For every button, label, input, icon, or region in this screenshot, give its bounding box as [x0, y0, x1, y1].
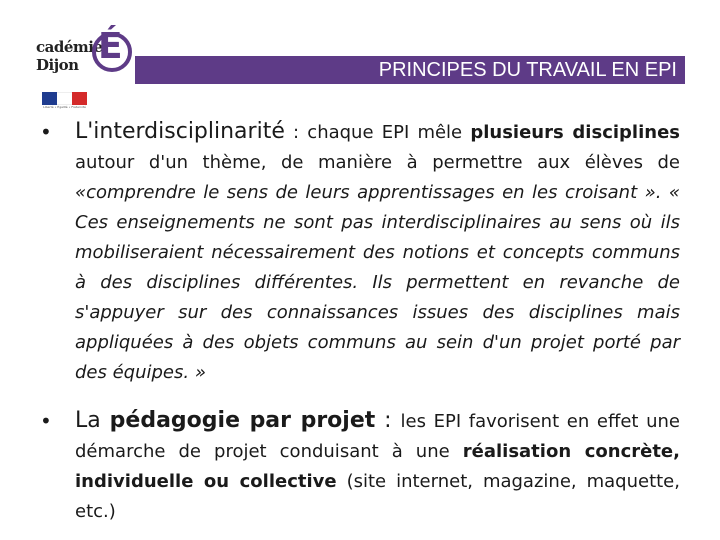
- bullet-term: L'interdisciplinarité: [75, 119, 285, 144]
- academie-dijon-logo: [36, 20, 136, 92]
- bullet-list: [40, 117, 680, 527]
- bullet-text: autour d'un thème, de manière à permettre aux élèves de: [75, 152, 680, 173]
- flag-white: [57, 92, 72, 105]
- bullet-interdisciplinarite: [40, 117, 680, 388]
- page-title: PRINCIPES DU TRAVAIL EN EPI: [378, 58, 677, 81]
- logo-letter: É: [98, 26, 123, 67]
- bullet-bold-text: plusieurs disciplines: [470, 122, 680, 143]
- bullet-lead: La: [75, 408, 110, 433]
- republique-francaise-logo: [42, 92, 87, 112]
- bullet-text: chaque EPI mêle: [307, 122, 471, 143]
- flag-caption: Liberté • Égalité • Fraternité: [43, 105, 86, 109]
- bullet-bold-text: réalisation concrète, individuelle ou collective: [75, 441, 680, 492]
- bullet-term: pédagogie par projet: [109, 408, 376, 433]
- bullet-separator: :: [284, 122, 308, 143]
- bullet-text: les EPI favorisent en effet une démarche de projet conduisant à une: [75, 411, 681, 462]
- bullet-quote: «comprendre le sens de leurs apprentissages en les croisant ». « Ces enseignements ne sont pas interdisciplinaires au sens où ils mobiliseraient nécessairement des notions et concepts communs à des disciplines différentes. Ils permettent en revanche de s'appuyer sur des connaissances issues des disciplines mais appliquées à des objets communs au sein d'un projet porté par des équipes. »: [75, 182, 680, 383]
- logo-text-line2: Dijon: [36, 56, 79, 74]
- title-divider: [135, 84, 685, 87]
- logo-text-line1: cadémie: [36, 38, 103, 56]
- bullet-dot-icon: •: [40, 120, 52, 144]
- bullet-pedagogie-projet: [40, 406, 680, 527]
- bullet-separator: :: [375, 408, 401, 433]
- flag-blue: [42, 92, 57, 105]
- title-bar: [135, 56, 685, 84]
- bullet-dot-icon: •: [40, 409, 52, 433]
- bullet-text: (site internet, magazine, maquette, etc.): [75, 471, 680, 522]
- flag-red: [72, 92, 87, 105]
- flag-icon: [42, 92, 87, 105]
